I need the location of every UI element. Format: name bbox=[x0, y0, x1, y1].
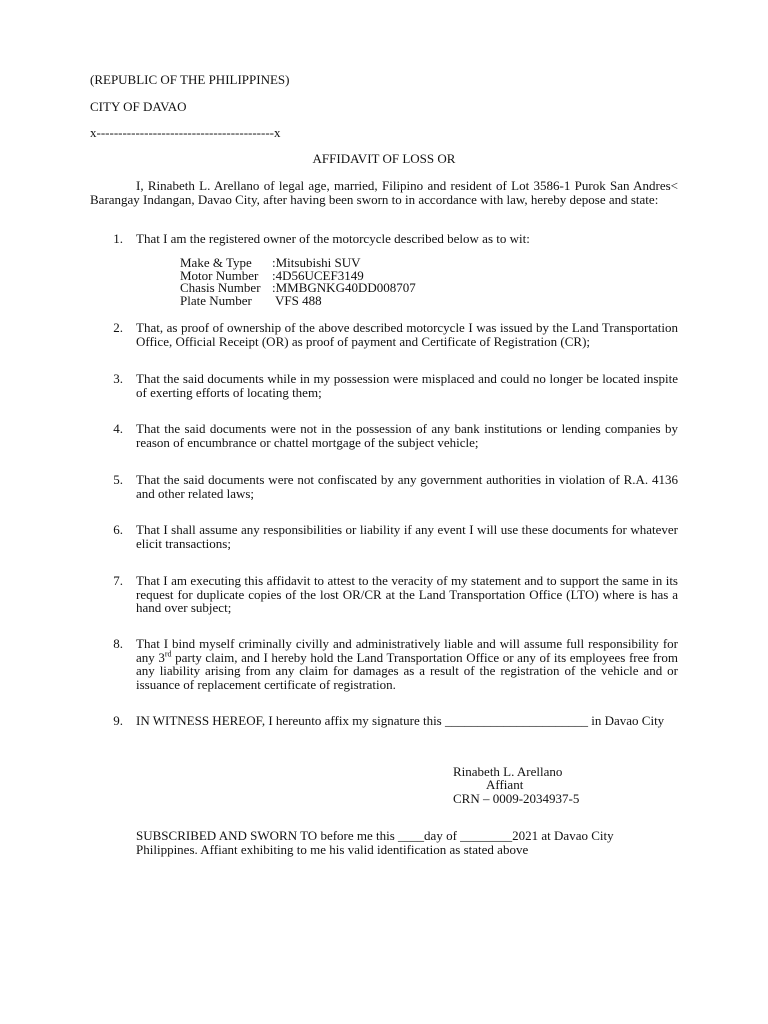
item-number: 2. bbox=[113, 320, 123, 335]
item-number: 4. bbox=[113, 421, 123, 436]
item-number: 9. bbox=[113, 713, 123, 728]
intro-paragraph: I, Rinabeth L. Arellano of legal age, married, Filipino and resident of Lot 3586-1 Purok San Andres< Barangay Indangan, Davao City, after having been sworn to in accordance with law, hereby depose and state: bbox=[90, 178, 678, 207]
item-number: 1. bbox=[113, 231, 123, 246]
vehicle-label: Chasis Number bbox=[180, 280, 261, 295]
vehicle-value: :MMBGNKG40DD008707 bbox=[272, 280, 416, 295]
item-text-part: in Davao City bbox=[588, 713, 665, 728]
affiant-role: Affiant bbox=[486, 777, 524, 792]
item-number: 8. bbox=[113, 636, 123, 651]
item-text: That the said documents were not confiscated by any government authorities in violation of R.A. 4136 and other related laws; bbox=[136, 472, 678, 501]
jurat-line-2: Philippines. Affiant exhibiting to me his valid identification as stated above bbox=[136, 842, 529, 857]
item-text bbox=[136, 637, 678, 691]
item-text: That, as proof of ownership of the above described motorcycle I was issued by the Land Transportation Office, Official Receipt (OR) as proof of payment and Certificate of Registration (CR); bbox=[136, 320, 678, 349]
item-text-part: IN WITNESS HEREOF, I hereunto affix my signature this bbox=[136, 713, 445, 728]
item-number: 6. bbox=[113, 522, 123, 537]
item-text: That I am executing this affidavit to attest to the veracity of my statement and to support the same in its request for duplicate copies of the lost OR/CR at the Land Transportation Office (LTO) where is has a hand over subject; bbox=[136, 573, 678, 615]
vehicle-value: :Mitsubishi SUV bbox=[272, 255, 361, 270]
vehicle-row bbox=[180, 295, 416, 308]
item-text-part: party claim, and I hereby hold the Land Transportation Office or any of its employees free from any liability arising from any claim for damages as a result of the registration of the vehicle and or issuance of replacement certificate of registration. bbox=[136, 649, 678, 692]
item-text-part: That I bind myself criminally civilly and administratively liable and will assume full responsibility for any 3 bbox=[136, 636, 678, 665]
signature-date-blank: ______________________ bbox=[445, 713, 588, 728]
city-header: CITY OF DAVAO bbox=[90, 99, 187, 114]
item-number: 5. bbox=[113, 472, 123, 487]
item-text bbox=[136, 714, 678, 728]
item-number: 7. bbox=[113, 573, 123, 588]
header-separator: x-----------------------------------------x bbox=[90, 125, 281, 140]
item-text: That the said documents were not in the possession of any bank institutions or lending companies by reason of encumbrance or chattel mortgage of the subject vehicle; bbox=[136, 421, 678, 450]
vehicle-label: Motor Number bbox=[180, 267, 259, 283]
ordinal-suffix: rd bbox=[164, 649, 172, 659]
affiant-crn: CRN – 0009-2034937-5 bbox=[453, 791, 580, 806]
vehicle-value: VFS 488 bbox=[275, 292, 322, 308]
vehicle-label: Make & Type bbox=[180, 255, 252, 270]
document-title: AFFIDAVIT OF LOSS OR bbox=[312, 151, 456, 166]
item-text: That I shall assume any responsibilities or liability if any event I will use these documents for whatever elicit transactions; bbox=[136, 522, 678, 551]
jurat-line-1: SUBSCRIBED AND SWORN TO before me this ____day of ________2021 at Davao City bbox=[136, 828, 614, 843]
vehicle-details-table bbox=[180, 257, 416, 307]
vehicle-label: Plate Number bbox=[180, 292, 252, 308]
item-text: That the said documents while in my possession were misplaced and could no longer be located inspite of exerting efforts of locating them; bbox=[136, 371, 678, 400]
republic-header: (REPUBLIC OF THE PHILIPPINES) bbox=[90, 72, 290, 87]
affiant-name: Rinabeth L. Arellano bbox=[453, 764, 563, 779]
vehicle-value: :4D56UCEF3149 bbox=[272, 267, 364, 283]
item-text: That I am the registered owner of the motorcycle described below as to wit: bbox=[136, 231, 530, 246]
item-number: 3. bbox=[113, 371, 123, 386]
